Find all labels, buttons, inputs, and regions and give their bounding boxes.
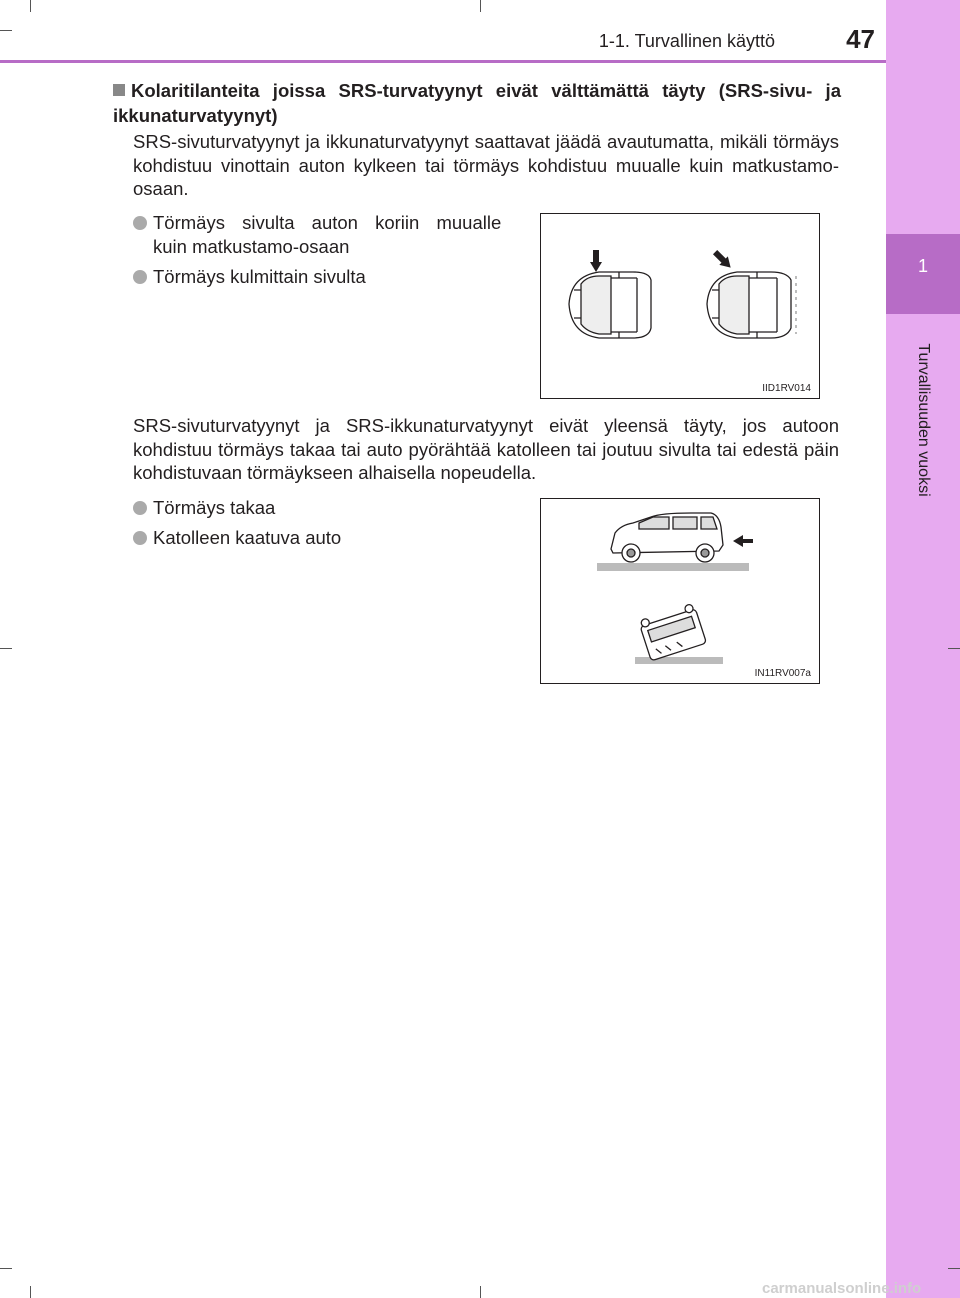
crop-mark bbox=[948, 648, 960, 649]
header-rule bbox=[0, 60, 886, 63]
figure-code: IN11RV007a bbox=[754, 668, 811, 679]
watermark: carmanualsonline.info bbox=[762, 1280, 922, 1297]
figure-rear-rollover bbox=[540, 498, 820, 684]
section-heading: Kolaritilanteita joissa SRS-turvatyynyt eivät välttämättä täyty (SRS-sivu- ja ikkunaturvatyynyt) bbox=[113, 80, 841, 126]
crop-mark bbox=[0, 648, 12, 649]
side-collision-cars-illustration bbox=[541, 214, 819, 398]
chapter-number: 1 bbox=[917, 256, 928, 276]
heading-square-icon bbox=[113, 84, 125, 96]
bullet-dot-icon bbox=[133, 531, 147, 545]
chapter-label: Turvallisuuden vuoksi bbox=[915, 343, 932, 497]
section-title: 1-1. Turvallinen käyttö bbox=[598, 31, 775, 51]
bullet-item: Törmäys sivulta auton koriin muualle kuin matkustamo-osaan bbox=[133, 211, 521, 258]
crop-mark bbox=[0, 1268, 12, 1269]
crop-mark bbox=[948, 1268, 960, 1269]
bullet-item: Katolleen kaatuva auto bbox=[133, 526, 341, 550]
crop-mark bbox=[30, 1286, 31, 1298]
bullet-dot-icon bbox=[133, 216, 147, 230]
figure-code: IID1RV014 bbox=[762, 383, 811, 394]
figure-side-collision bbox=[540, 213, 820, 399]
chapter-side-tab bbox=[886, 0, 960, 1298]
bullet-dot-icon bbox=[133, 270, 147, 284]
angled-impact-arrow-icon bbox=[711, 248, 735, 272]
crop-mark bbox=[480, 0, 481, 12]
impact-arrow-icon bbox=[593, 250, 599, 264]
crop-mark bbox=[30, 0, 31, 12]
bullet-item: Törmäys takaa bbox=[133, 496, 275, 520]
paragraph-2: SRS-sivuturvatyynyt ja SRS-ikkunaturvatyynyt eivät yleensä täyty, jos autoon kohdistuu törmäys takaa tai auto pyörähtää katolleen tai joutuu sivulta tai edestä päin kohdistuvaan törmäykseen alhaisella nopeudella. bbox=[133, 415, 839, 483]
bullet-item: Törmäys kulmittain sivulta bbox=[133, 265, 366, 289]
bullet-dot-icon bbox=[133, 501, 147, 515]
crop-mark bbox=[480, 1286, 481, 1298]
page-number: 47 bbox=[846, 24, 875, 54]
rear-collision-rollover-illustration bbox=[541, 499, 819, 683]
paragraph-1: SRS-sivuturvatyynyt ja ikkunaturvatyynyt saattavat jäädä avautumatta, mikäli törmäys kohdistuu vinottain auton kylkeen tai törmäys kohdistuu muualle kuin matkustamo-osaan. bbox=[133, 131, 839, 199]
crop-mark bbox=[0, 30, 12, 31]
